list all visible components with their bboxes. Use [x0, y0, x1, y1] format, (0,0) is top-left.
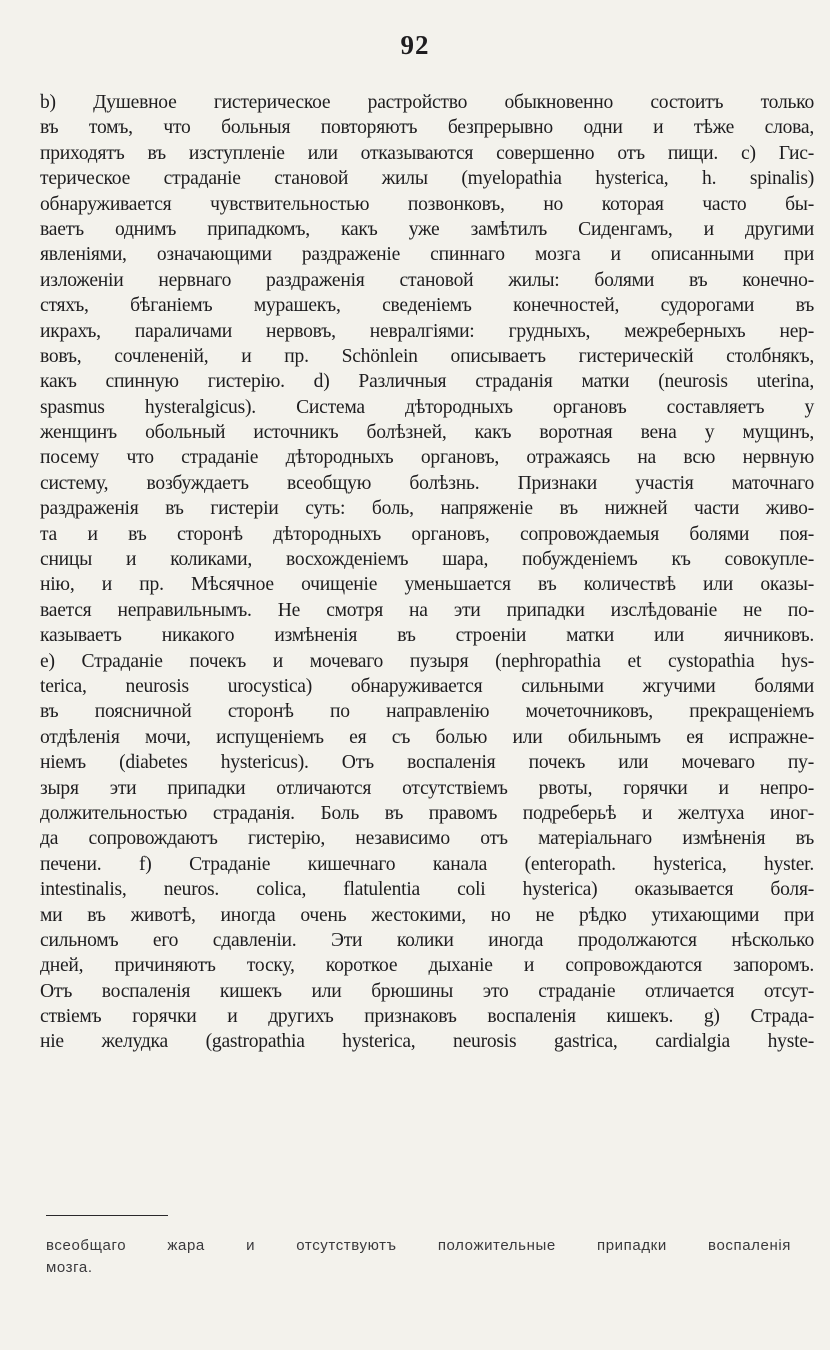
text-line: сильномъ его сдавленіи. Эти колики иногда продолжаются нѣсколько	[40, 929, 814, 951]
text-line: раздраженія въ гистеріи суть: боль, напряженіе въ нижней части живо-	[40, 498, 814, 520]
text-line: вовъ, сочлененій, и пр. Schönlein описываетъ гистерическій столбнякъ,	[40, 345, 814, 367]
text-line: икрахъ, параличами нервовъ, невралгіями: грудныхъ, межреберныхъ нер-	[40, 320, 814, 342]
text-line: печени. f) Страданіе кишечнаго канала (enteropath. hysterica, hyster.	[40, 853, 814, 875]
footnote-line: мозга.	[46, 1259, 93, 1276]
text-line: Отъ воспаленія кишекъ или брюшины это страданіе отличается отсут-	[40, 980, 814, 1002]
text-line: b) Душевное гистерическое растройство обыкновенно состоитъ только	[40, 92, 814, 113]
text-line: стяхъ, бѣганіемъ мурашекъ, сведеніемъ конечностей, судорогами въ	[40, 295, 814, 317]
text-line: intestinalis, neuros. colica, flatulentia coli hysterica) оказывается боля-	[40, 879, 814, 901]
text-line: явленіями, означающими раздраженіе спиннаго мозга и описанными при	[40, 244, 814, 266]
text-line: отдѣленія мочи, испущеніемъ ея съ болью или обильнымъ ея испражне-	[40, 726, 814, 748]
text-line: нію, и пр. Мѣсячное очищеніе уменьшается въ количествѣ или оказы-	[40, 574, 814, 596]
footnote-divider	[46, 1215, 168, 1216]
body-text	[40, 90, 814, 1055]
text-line: посему что страданіе дѣтородныхъ органовъ, отражаясь на всю нервную	[40, 447, 814, 469]
text-line: terica, neurosis urocystica) обнаруживается сильными жгучими болями	[40, 675, 814, 697]
text-line: да сопровождаютъ гистерію, независимо отъ матеріальнаго измѣненія въ	[40, 828, 814, 850]
text-line: сницы и коликами, восхожденіемъ шара, побужденіемъ къ совокупле-	[40, 549, 814, 571]
text-line: вается неправильнымъ. Не смотря на эти припадки изслѣдованіе не по-	[40, 599, 814, 621]
text-line: spasmus hysteralgicus). Система дѣтородныхъ органовъ составляетъ у	[40, 396, 814, 418]
text-line: зыря эти припадки отличаются отсутствіемъ рвоты, горячки и непро-	[40, 777, 814, 799]
text-line: въ томъ, что больныя повторяютъ безпрерывно одни и тѣже слова,	[40, 117, 814, 139]
page-number: 92	[400, 30, 430, 60]
text-line: ваетъ однимъ припадкомъ, какъ уже замѣтилъ Сиденгамъ, и другими	[40, 218, 814, 240]
text-line: ми въ животѣ, иногда очень жестокими, но не рѣдко утихающими при	[40, 904, 814, 926]
text-line: женщинъ обольный источникъ болѣзней, какъ воротная вена у мущинъ,	[40, 422, 814, 444]
text-line: въ поясничной сторонѣ по направленію мочеточниковъ, прекращеніемъ	[40, 701, 814, 723]
text-line: дней, причиняютъ тоску, короткое дыханіе и сопровождаются запоромъ.	[40, 955, 814, 977]
text-line: систему, возбуждаетъ всеобщую болѣзнь. Признаки участія маточнаго	[40, 472, 814, 494]
text-line: должительностью страданія. Боль въ правомъ подреберьѣ и желтуха иног-	[40, 802, 814, 824]
text-line: терическое страданіе становой жилы (myelopathia hysterica, h. spinalis)	[40, 168, 814, 190]
text-line: та и въ сторонѣ дѣтородныхъ органовъ, сопровождаемыя болями поя-	[40, 523, 814, 545]
text-line: казываетъ никакого измѣненія въ строеніи матки или яичниковъ.	[40, 625, 814, 647]
footnote-line: всеобщаго жара и отсутствуютъ положительные припадки воспаленія	[46, 1237, 791, 1254]
text-line: изложеніи нервнаго раздраженія становой жилы: болями въ конечно-	[40, 269, 814, 291]
text-line: ніемъ (diabetes hystericus). Отъ воспаленія почекъ или мочеваго пу-	[40, 752, 814, 774]
text-line: e) Страданіе почекъ и мочеваго пузыря (nephropathia et cystopathia hys-	[40, 650, 814, 672]
text-line: приходятъ въ изступленіе или отказываются совершенно отъ пищи. c) Гис-	[40, 142, 814, 164]
text-line: ніе желудка (gastropathia hysterica, neurosis gastrica, cardialgia hyste-	[40, 1031, 814, 1053]
text-line: ствіемъ горячки и другихъ признаковъ воспаленія кишекъ. g) Страда-	[40, 1006, 814, 1028]
text-line: обнаруживается чувствительностью позвонковъ, но которая часто бы-	[40, 193, 814, 215]
text-line: какъ спинную гистерію. d) Различныя страданія матки (neurosis uterina,	[40, 371, 814, 393]
footnote	[46, 1235, 791, 1279]
